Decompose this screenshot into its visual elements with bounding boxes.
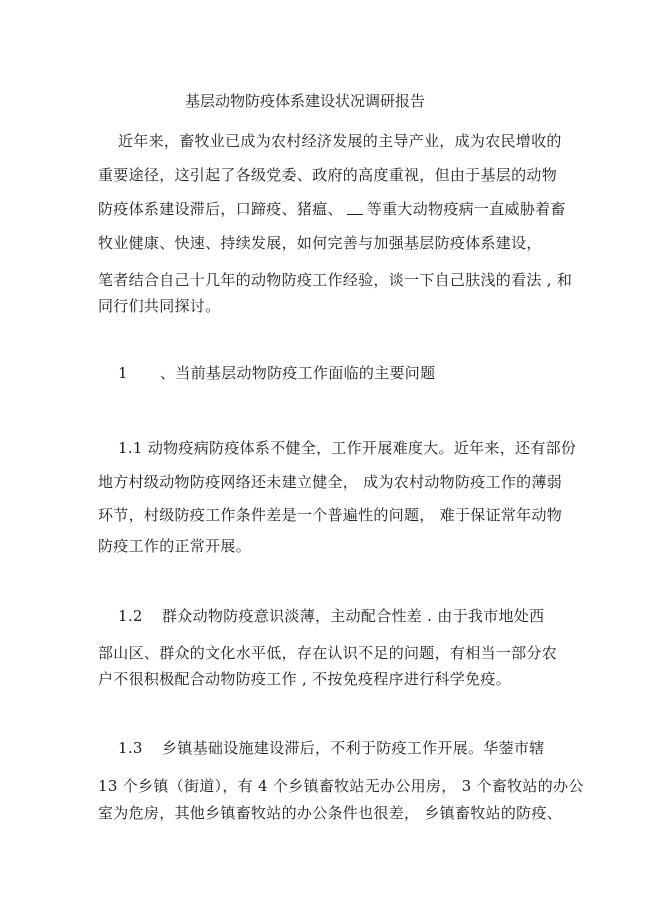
paragraph-line (118, 738, 545, 758)
paragraph-text: 乡镇基础设施建设滞后，不利于防疫工作开展。华蓥市辖 (162, 739, 545, 757)
paragraph-text: 防疫体系建设滞后，口蹄疫、猪瘟、 (98, 200, 343, 218)
paragraph-text: 等重大动物疫病一直威胁着畜 (366, 200, 566, 218)
fill-in-blank (347, 200, 363, 215)
paragraph-line: 地方村级动物防疫网络还未建立健全， 成为农村动物防疫工作的薄弱 (98, 473, 563, 491)
paragraph-line: 重要途径，这引起了各级党委、政府的高度重视，但由于基层的动物 (98, 166, 558, 184)
paragraph-line: 近年来，畜牧业已成为农村经济发展的主导产业，成为农民增收的 (118, 132, 562, 150)
paragraph-line: 笔者结合自己十几年的动物防疫工作经验，谈一下自己肤浅的看法 , 和 (98, 271, 573, 289)
section-number: 1.3 (118, 739, 143, 757)
section-number: 1.2 (118, 607, 143, 625)
paragraph-line: 室为危房，其他乡镇畜牧站的办公条件也很差， 乡镇畜牧站的防疫、 (98, 804, 563, 822)
paragraph-text: 群众动物防疫意识淡薄，主动配合性差 . 由于我市地处西 (162, 607, 545, 625)
paragraph-line: 1.1 动物疫病防疫体系不健全，工作开展难度大。近年来，还有部份 (118, 439, 577, 457)
paragraph-line: 部山区、群众的文化水平低，存在认识不足的问题，有相当一部分农 (98, 644, 558, 662)
paragraph-line (118, 606, 544, 626)
section-heading (118, 363, 435, 383)
paragraph-line: 牧业健康、快速、持续发展，如何完善与加强基层防疫体系建设， (98, 234, 542, 252)
paragraph-line (98, 199, 566, 219)
paragraph-line: 户不很积极配合动物防疫工作 , 不按免疫程序进行科学免疫。 (98, 670, 512, 688)
section-number: 1 (118, 364, 128, 382)
paragraph-line: 环节，村级防疫工作条件差是一个普遍性的问题， 难于保证常年动物 (98, 506, 563, 524)
paragraph-line: 同行们共同探讨。 (98, 297, 221, 315)
section-heading-text: 、当前基层动物防疫工作面临的主要问题 (160, 364, 436, 382)
paragraph-line: 13 个乡镇（街道），有 4 个乡镇畜牧站无办公用房， 3 个畜牧站的办公 (98, 777, 584, 795)
page-title: 基层动物防疫体系建设状况调研报告 (185, 92, 426, 110)
paragraph-line: 防疫工作的正常开展。 (98, 537, 252, 555)
